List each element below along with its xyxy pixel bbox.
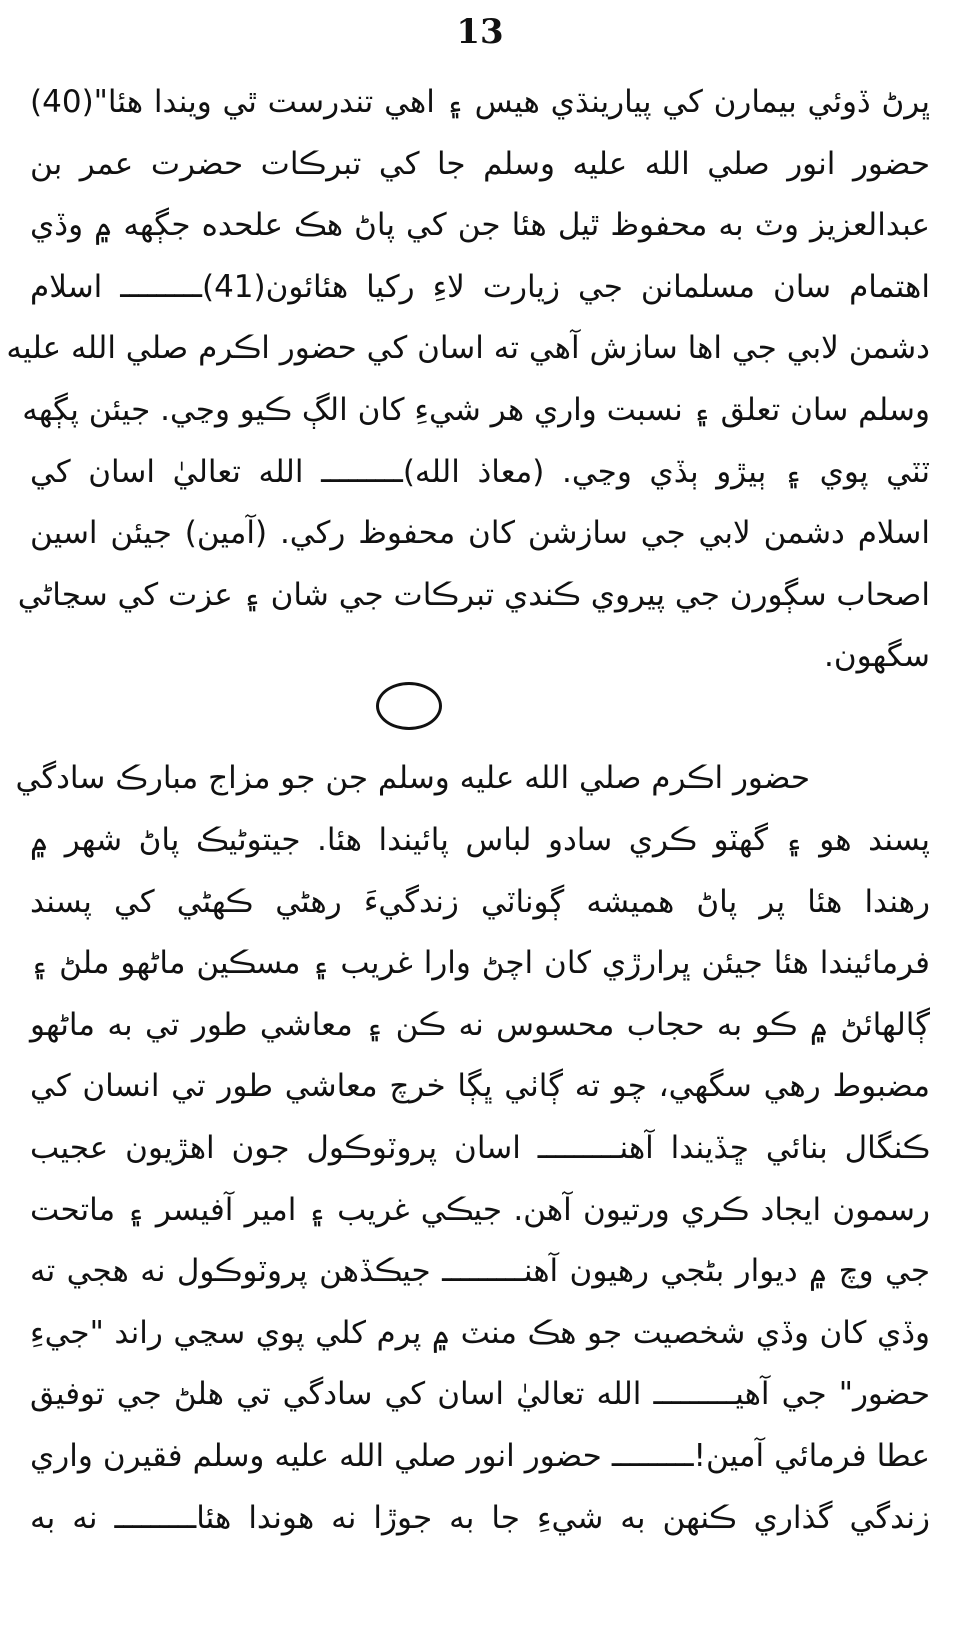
text-line: مضبوط رهي سگهي، چو ته ڳاٺي ڀڳا خرچ معاشي طور تي انسان کي bbox=[30, 1068, 930, 1104]
text-line: اهتمام سان مسلمانن جي زيارت لاءِ رکيا هئائون(41)ـــــــــ اسلام bbox=[30, 269, 930, 305]
text-line: رهندا هئا پر پاڻ هميشه ڳوناٽي زندگيءَ رهڻي ڪهڻي کي پسند bbox=[30, 884, 930, 920]
text-line: عطا فرمائي آمين!ـــــــــ حضور انور صلي الله عليه وسلم فقيرن واري bbox=[30, 1438, 930, 1474]
text-line: حضور انور صلي الله عليه وسلم جا کي تبرڪات حضرت عمر بن bbox=[30, 146, 930, 182]
text-line: وڏي کان وڏي شخصيت جو هڪ منٽ ۾ پرم کلي پوي سڃي راند "جيءِ bbox=[30, 1315, 930, 1351]
text-line: ڀرڻ ڏوئي بيمارن کي پيارينڌي هيس ۽ اهي تندرست ٿي ويندا هئا"(40) bbox=[30, 84, 930, 120]
text-line: اسلام دشمن لابي جي سازشن کان محفوظ رکي. (آمين) جيئن اسين bbox=[30, 515, 930, 551]
text-line: رسمون ايجاد ڪري ورتيون آهن. جيڪي غريب ۽ امير آفيسر ۽ ماتحت bbox=[30, 1192, 930, 1228]
text-line: فرمائيندا هئا جيئن ڀرارڙي کان اچڻ وارا غريب ۽ مسڪين ماڻهو ملڻ ۽ bbox=[30, 945, 930, 981]
text-line: ڳالهائڻ ۾ ڪو به حجاب محسوس نه ڪن ۽ معاشي طور تي به ماڻهو bbox=[30, 1007, 930, 1043]
section-divider-oval bbox=[376, 682, 442, 730]
text-line: ٽٽي پوي ۽ ٻيڙو ٻڏي وڃي. (معاذ الله)ـــــــــ الله تعاليٰ اسان کي bbox=[30, 454, 930, 490]
text-line: سگهون. bbox=[823, 638, 930, 674]
text-line: حضور اڪرم صلي الله عليه وسلم جن جو مزاج مبارڪ سادگي bbox=[15, 760, 810, 796]
text-line: ڪنگال بنائي ڇڏيندا آهنـــــــــ اسان پروٽوڪول جون اهڙيون عجيب bbox=[30, 1130, 930, 1166]
text-line: پسند هو ۽ گهٽو ڪري سادو لباس پائيندا هئا. جيتوڻيڪ پاڻ شهر ۾ bbox=[30, 822, 930, 858]
page-number: 13 bbox=[456, 12, 504, 52]
text-line: عبدالعزيز وٽ به محفوظ ٿيل هئا جن کي پاڻ هڪ علحده جڳهه ۾ وڏي bbox=[30, 207, 930, 243]
text-line: زندگي گذاري ڪنهن به شيءِ جا به جوڙا نه هوندا هئاـــــــــ نه به bbox=[30, 1500, 930, 1536]
text-line: اصحاب سڳورن جي پيروي ڪندي تبرڪات جي شان ۽ عزت کي سڃاڻي bbox=[17, 577, 930, 613]
text-line: جي وچ ۾ ديوار بڻجي رهيون آهنـــــــــ جيڪڏهن پروٽوڪول نه هجي ته bbox=[30, 1253, 930, 1289]
text-line: حضور" جي آهيـــــــــ الله تعاليٰ اسان کي سادگي تي هلڻ جي توفيق bbox=[30, 1376, 930, 1412]
text-line: وسلم سان تعلق ۽ نسبت واري هر شيءِ کان الڳ ڪيو وڃي. جيئن پڳهه bbox=[22, 392, 930, 428]
text-line: دشمن لابي جي اها سازش آهي ته اسان کي حضور اڪرم صلي الله عليه bbox=[6, 330, 930, 366]
